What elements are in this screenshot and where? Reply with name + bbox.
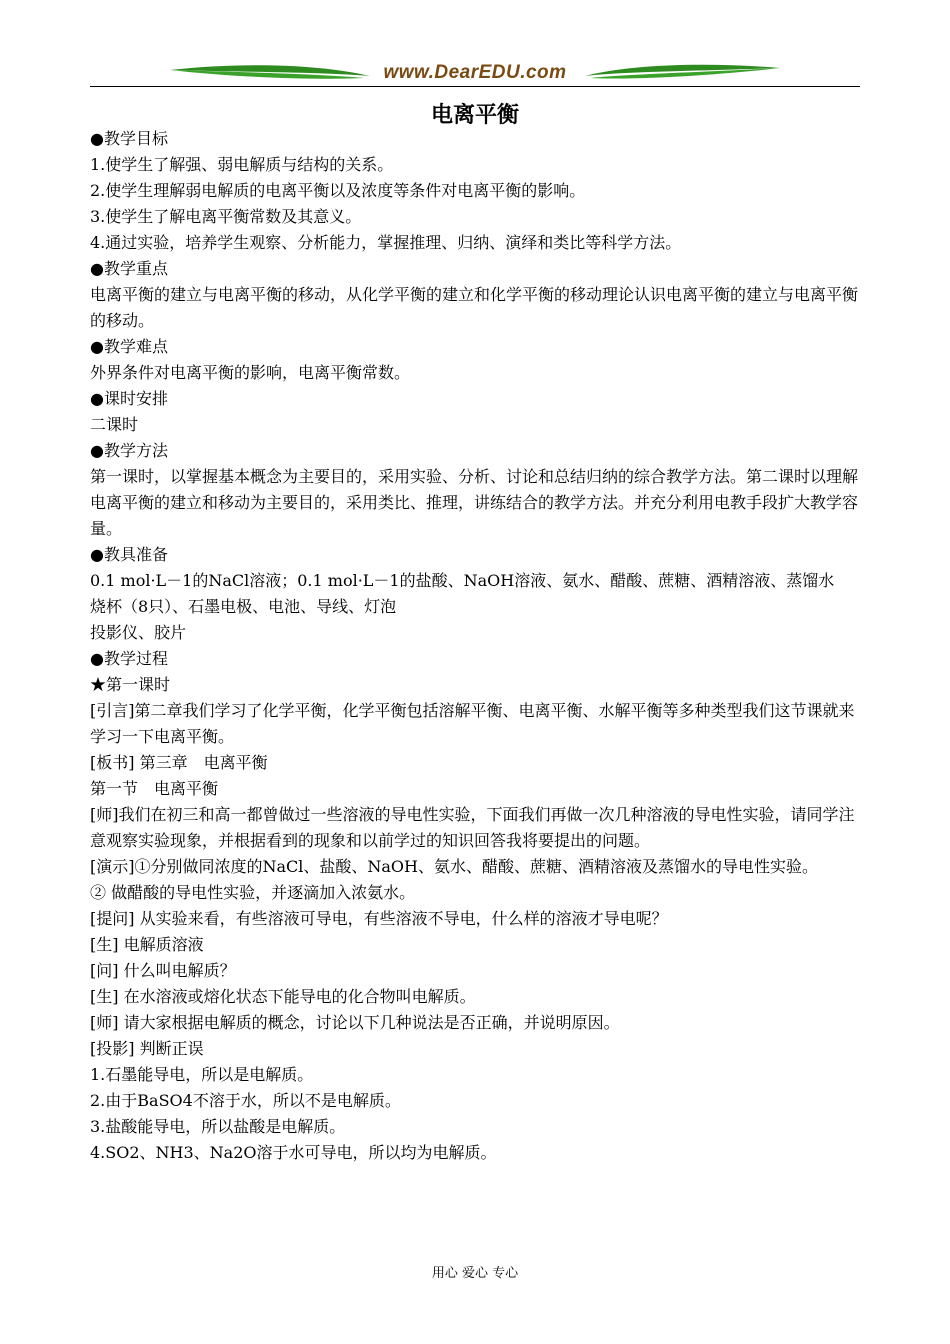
paragraph: [生] 在水溶液或熔化状态下能导电的化合物叫电解质。 (90, 987, 476, 1006)
paragraph: 电离平衡的建立与电离平衡的移动，从化学平衡的建立和化学平衡的移动理论认识电离平衡的建立与电离平衡的移动。 (90, 285, 859, 330)
paragraph: [引言]第二章我们学习了化学平衡，化学平衡包括溶解平衡、电离平衡、水解平衡等多种类型我们这节课就来学习一下电离平衡。 (90, 701, 855, 746)
paragraph: 二课时 (90, 415, 139, 434)
paragraph: [板书] 第三章 电离平衡 (90, 753, 268, 772)
paragraph: 0.1 mol·L－1的NaCl溶液；0.1 mol·L－1的盐酸、NaOH溶液、氨水、醋酸、蔗糖、酒精溶液、蒸馏水 (90, 571, 835, 590)
paragraph: ② 做醋酸的导电性实验，并逐滴加入浓氨水。 (90, 883, 416, 902)
paragraph: [问] 什么叫电解质？ (90, 961, 236, 980)
site-logo[interactable]: www.DearEDU.com (383, 62, 567, 83)
paragraph: ●课时安排 (90, 389, 168, 408)
paragraph: [演示]①分别做同浓度的NaCl、盐酸、NaOH、氨水、醋酸、蔗糖、酒精溶液及蒸馏水的导电性实验。 (90, 857, 818, 876)
header-divider (90, 86, 860, 87)
paragraph: [生] 电解质溶液 (90, 935, 204, 954)
page-footer: 用心 爱心 专心 (431, 1266, 519, 1281)
paragraph: [师]我们在初三和高一都曾做过一些溶液的导电性实验，下面我们再做一次几种溶液的导电性实验，请同学注意观察实验现象，并根据看到的现象和以前学过的知识回答我将要提出的问题。 (90, 805, 855, 850)
paragraph: ●教学重点 (90, 259, 168, 278)
paragraph: [投影] 判断正误 (90, 1039, 204, 1058)
paragraph: [提问] 从实验来看，有些溶液可导电，有些溶液不导电，什么样的溶液才导电呢？ (90, 909, 668, 928)
paragraph: 2.使学生理解弱电解质的电离平衡以及浓度等条件对电离平衡的影响。 (90, 181, 586, 200)
paragraph: 第一课时，以掌握基本概念为主要目的，采用实验、分析、讨论和总结归纳的综合教学方法。第二课时以理解电离平衡的建立和移动为主要目的，采用类比、推理，讲练结合的教学方法。并充分利用电教手段扩大教学容量。 (90, 467, 859, 538)
paragraph: 3.盐酸能导电，所以盐酸是电解质。 (90, 1117, 346, 1136)
paragraph: 第一节 电离平衡 (90, 779, 219, 798)
page-title: 电离平衡 (430, 103, 519, 128)
paragraph: ●教学难点 (90, 337, 168, 356)
paragraph: 3.使学生了解电离平衡常数及其意义。 (90, 207, 362, 226)
document-body (90, 126, 865, 1166)
paragraph: 投影仪、胶片 (90, 623, 187, 642)
paragraph: 4.通过实验，培养学生观察、分析能力，掌握推理、归纳、演绎和类比等科学方法。 (90, 233, 682, 252)
paragraph: 1.石墨能导电，所以是电解质。 (90, 1065, 314, 1084)
paragraph: 4.SO2、NH3、Na2O溶于水可导电，所以均为电解质。 (90, 1143, 497, 1162)
paragraph: 外界条件对电离平衡的影响，电离平衡常数。 (90, 363, 411, 382)
paragraph: [师] 请大家根据电解质的概念，讨论以下几种说法是否正确，并说明原因。 (90, 1013, 620, 1032)
paragraph: 2.由于BaSO4不溶于水，所以不是电解质。 (90, 1091, 401, 1110)
paragraph: ●教学方法 (90, 441, 168, 460)
paragraph: ●教具准备 (90, 545, 168, 564)
paragraph: ●教学目标 (90, 129, 168, 148)
paragraph: ●教学过程 (90, 649, 168, 668)
paragraph: 1.使学生了解强、弱电解质与结构的关系。 (90, 155, 394, 174)
paragraph: ★第一课时 (90, 675, 171, 694)
paragraph: 烧杯（8只）、石墨电极、电池、导线、灯泡 (90, 597, 397, 616)
